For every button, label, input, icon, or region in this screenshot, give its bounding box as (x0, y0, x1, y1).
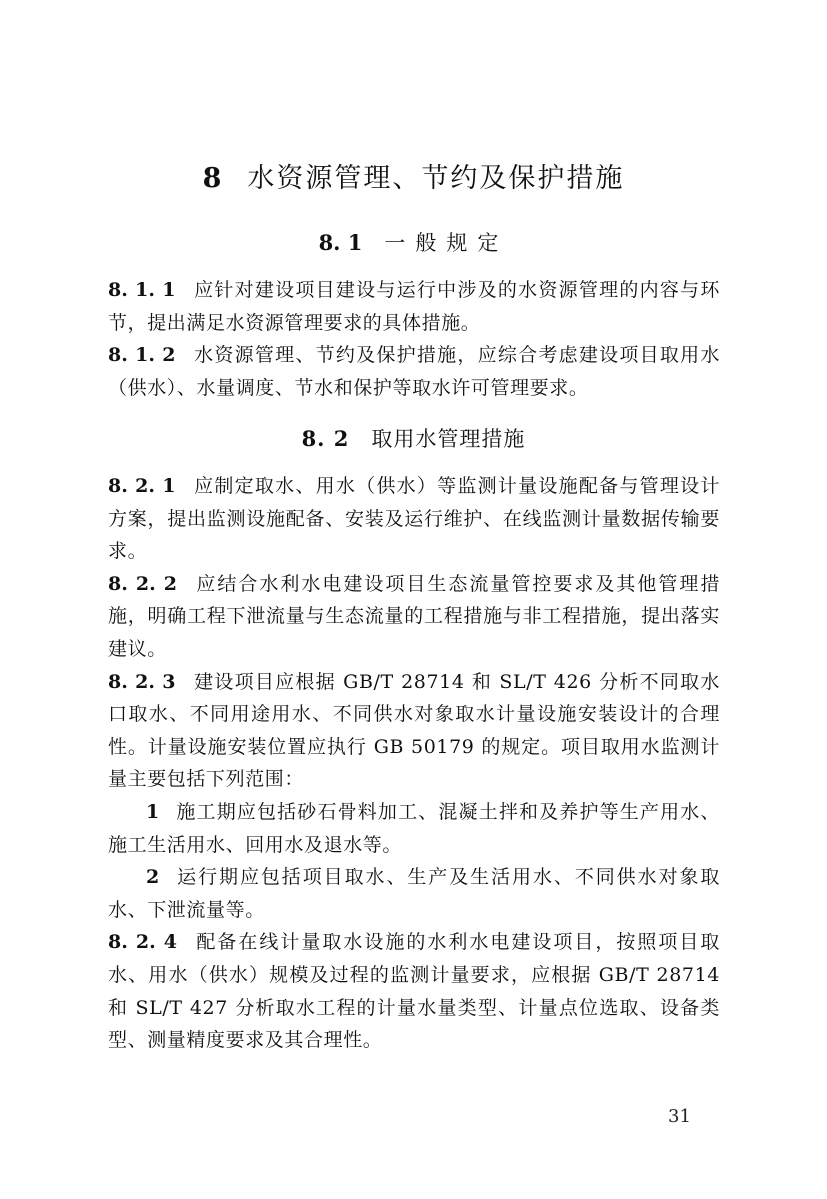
page-number: 31 (668, 1106, 691, 1127)
section-title-text: 一般规定 (384, 231, 509, 255)
clause-text: 应结合水利水电建设项目生态流量管控要求及其他管理措施，明确工程下泄流量与生态流量的工程措施与非工程措施，提出落实建议。 (108, 572, 720, 660)
section-title-8-1 (0, 227, 827, 257)
section-number: 8. 2 (301, 426, 350, 451)
clause-8-1-1 (108, 274, 720, 339)
section-body-8-1 (108, 274, 720, 404)
clause-8-2-2 (108, 568, 720, 666)
clause-text: 应制定取水、用水（供水）等监测计量设施配备与管理设计方案，提出监测设施配备、安装及运行维护、在线监测计量数据传输要求。 (108, 475, 720, 563)
section-body-8-2 (108, 470, 720, 1057)
clause-number: 8. 1. 2 (108, 344, 176, 367)
clause-number: 8. 1. 1 (108, 279, 176, 301)
section-title-8-2 (0, 423, 827, 453)
item-text: 施工期应包括砂石骨料加工、混凝土拌和及养护等生产用水、施工生活用水、回用水及退水等。 (108, 800, 720, 856)
clause-8-2-4 (108, 926, 720, 1056)
list-item-2 (108, 861, 720, 926)
clause-number: 8. 2. 4 (108, 931, 177, 954)
item-number: 1 (146, 800, 160, 823)
clause-text: 建设项目应根据 GB/T 28714 和 SL/T 426 分析不同取水口取水、不同用途用水、不同供水对象取水计量设施安装设计的合理性。计量设施安装位置应执行 GB 50179 的规定。项目取用水监测计量主要包括下列范围： (108, 670, 721, 791)
clause-8-2-3 (108, 666, 720, 796)
clause-number: 8. 2. 2 (108, 572, 177, 595)
chapter-title-text: 水资源管理、节约及保护措施 (247, 163, 625, 194)
chapter-number: 8 (202, 163, 224, 194)
chapter-title (0, 156, 827, 195)
clause-number: 8. 2. 3 (108, 670, 176, 693)
clause-8-2-1 (108, 470, 720, 568)
clause-text: 水资源管理、节约及保护措施，应综合考虑建设项目取用水（供水）、水量调度、节水和保护等取水许可管理要求。 (108, 344, 720, 399)
clause-text: 应针对建设项目建设与运行中涉及的水资源管理的内容与环节，提出满足水资源管理要求的具体措施。 (108, 279, 720, 334)
list-item-1 (108, 796, 720, 861)
section-title-text: 取用水管理措施 (371, 427, 526, 451)
clause-text: 配备在线计量取水设施的水利水电建设项目，按照项目取水、用水（供水）规模及过程的监测计量要求，应根据 GB/T 28714 和 SL/T 427 分析取水工程的计量水量类型、计量点位选取、设备类型、测量精度要求及其合理性。 (108, 931, 720, 1052)
section-number: 8. 1 (318, 230, 363, 255)
clause-number: 8. 2. 1 (108, 475, 176, 497)
clause-8-1-2 (108, 339, 720, 404)
item-text: 运行期应包括项目取水、生产及生活用水、不同供水对象取水、下泄流量等。 (108, 866, 720, 921)
item-number: 2 (146, 866, 160, 889)
